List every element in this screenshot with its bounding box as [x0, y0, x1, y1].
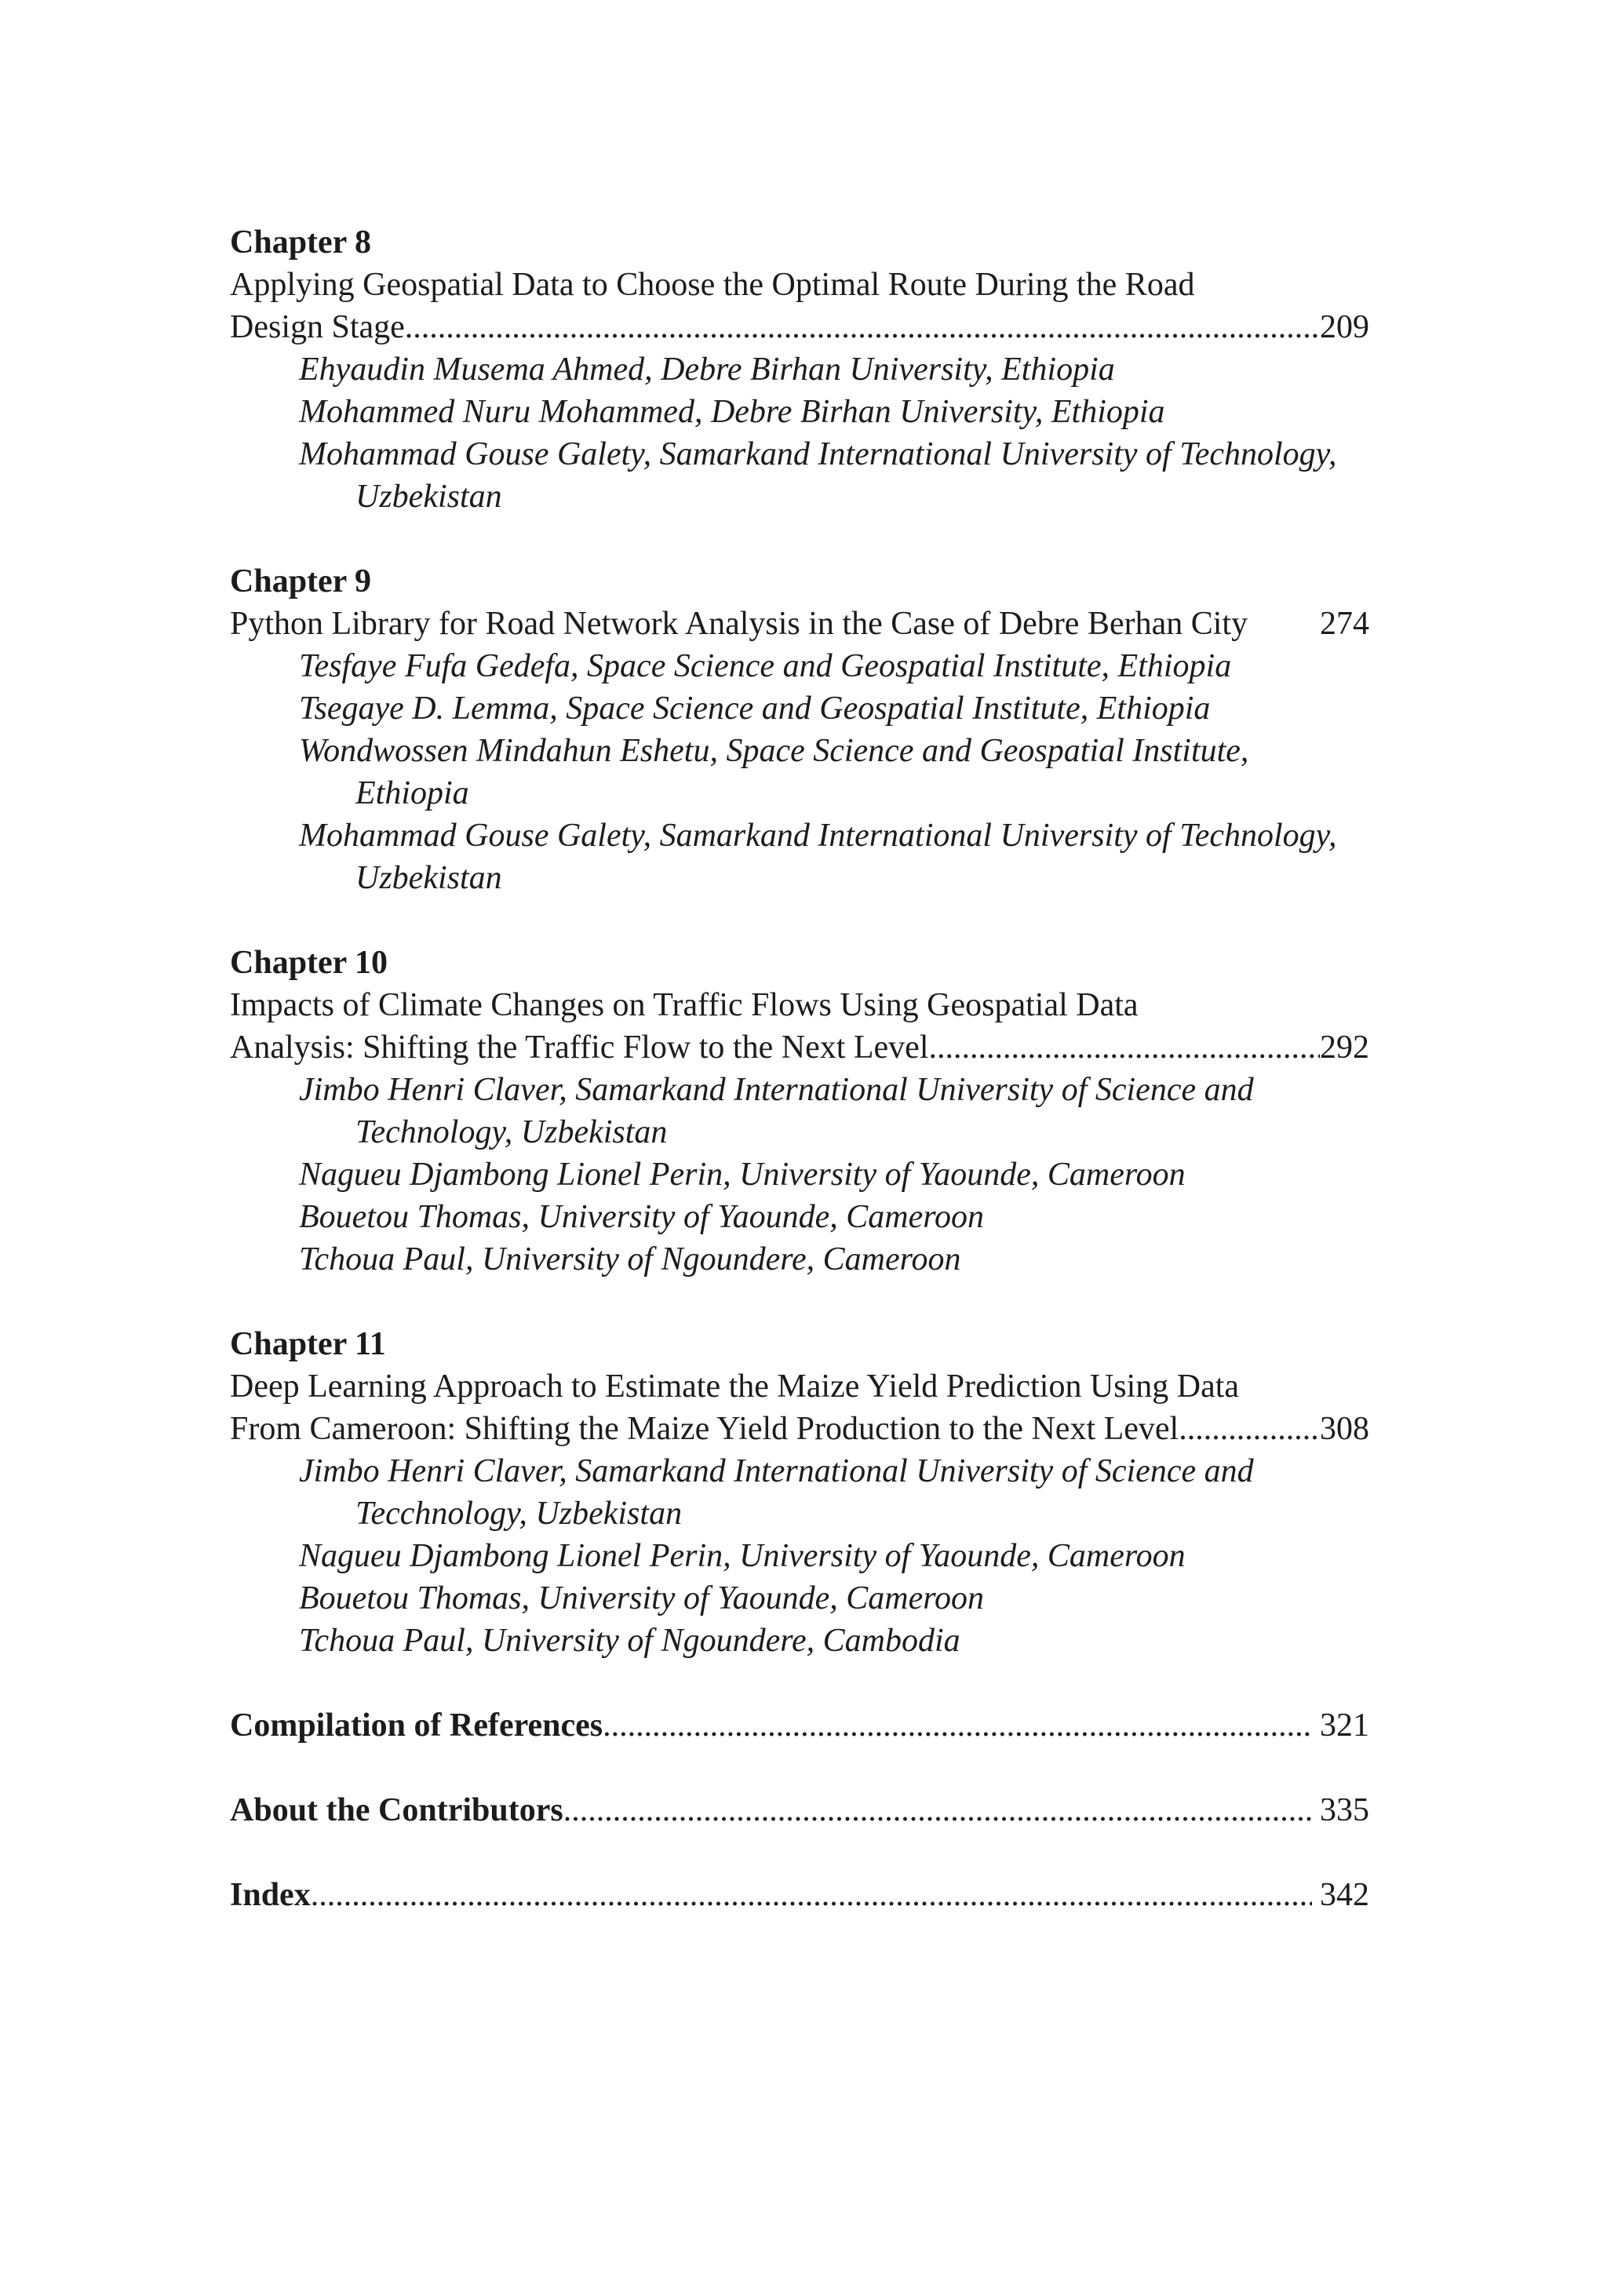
dot-leader: [1179, 1408, 1320, 1450]
toc-entry-index[interactable]: [230, 1874, 1369, 1916]
chapter-title-line[interactable]: Deep Learning Approach to Estimate the Maize Yield Prediction Using Data: [230, 1368, 1240, 1405]
dot-leader: [929, 1026, 1321, 1069]
back-matter: [230, 1704, 1369, 1916]
author-entry: Jimbo Henri Claver, Samarkand International University of Science and Tecchnology, Uzbekistan: [299, 1453, 1254, 1532]
page-number: 342: [1320, 1877, 1369, 1913]
entry-label: About the Contributors: [230, 1792, 563, 1828]
chapter-title-line[interactable]: Impacts of Climate Changes on Traffic Flows Using Geospatial Data: [230, 987, 1139, 1023]
author-entry: Bouetou Thomas, University of Yaounde, Cameroon: [299, 1199, 985, 1235]
dot-leader: [311, 1874, 1312, 1916]
toc-page: [230, 221, 1369, 1959]
chapter-title-line[interactable]: [230, 306, 1369, 348]
author-entry: Tchoua Paul, University of Ngoundere, Cambodia: [299, 1623, 960, 1659]
author-entry: Wondwossen Mindahun Eshetu, Space Science and Geospatial Institute, Ethiopia: [299, 733, 1249, 811]
chapter-title-line[interactable]: Applying Geospatial Data to Choose the Optimal Route During the Road: [230, 267, 1195, 303]
chapter-title-text: From Cameroon: Shifting the Maize Yield Production to the Next Level: [230, 1411, 1179, 1447]
author-list: [230, 1069, 1369, 1281]
toc-chapter: [230, 1323, 1369, 1662]
chapter-title-line[interactable]: [230, 603, 1369, 645]
toc-chapter: [230, 221, 1369, 518]
chapter-title-text: Design Stage: [230, 309, 405, 345]
author-entry: Ehyaudin Musema Ahmed, Debre Birhan University, Ethiopia: [299, 352, 1115, 388]
toc-chapter: [230, 942, 1369, 1281]
chapter-label: Chapter 11: [230, 1326, 386, 1362]
chapter-title-text: Analysis: Shifting the Traffic Flow to the Next Level: [230, 1030, 929, 1066]
page-number: 209: [1320, 309, 1369, 345]
author-entry: Bouetou Thomas, University of Yaounde, Cameroon: [299, 1580, 985, 1616]
page-number: 274: [1320, 606, 1369, 642]
toc-entry-contributors[interactable]: [230, 1789, 1369, 1831]
dot-leader: [405, 306, 1320, 348]
chapter-title-line[interactable]: [230, 1026, 1369, 1069]
author-entry: Nagueu Djambong Lionel Perin, University of Yaounde, Cameroon: [299, 1538, 1186, 1574]
entry-label: Compilation of References: [230, 1707, 603, 1744]
author-entry: Tsegaye D. Lemma, Space Science and Geospatial Institute, Ethiopia: [299, 691, 1211, 727]
author-entry: Mohammad Gouse Galety, Samarkand International University of Technology, Uzbekistan: [299, 818, 1337, 896]
dot-leader: [563, 1789, 1312, 1831]
author-entry: Tesfaye Fufa Gedefa, Space Science and Geospatial Institute, Ethiopia: [299, 648, 1232, 684]
chapter-title-line[interactable]: [230, 1408, 1369, 1450]
author-list: [230, 645, 1369, 899]
toc-entry-references[interactable]: [230, 1704, 1369, 1747]
author-entry: Tchoua Paul, University of Ngoundere, Cameroon: [299, 1241, 961, 1277]
author-entry: Nagueu Djambong Lionel Perin, University of Yaounde, Cameroon: [299, 1157, 1186, 1193]
page-number: 308: [1320, 1411, 1369, 1447]
dot-leader: [603, 1704, 1312, 1747]
page-number: 292: [1320, 1030, 1369, 1066]
page-number: 335: [1320, 1792, 1369, 1828]
chapter-label: Chapter 10: [230, 945, 388, 981]
chapter-title-text: Python Library for Road Network Analysis in the Case of Debre Berhan City: [230, 606, 1248, 642]
author-entry: Jimbo Henri Claver, Samarkand International University of Science and Technology, Uzbekistan: [299, 1072, 1254, 1150]
entry-label: Index: [230, 1877, 311, 1913]
page-number: 321: [1320, 1707, 1369, 1744]
chapter-label: Chapter 9: [230, 563, 372, 600]
author-entry: Mohammed Nuru Mohammed, Debre Birhan University, Ethiopia: [299, 394, 1165, 430]
toc-chapter: [230, 560, 1369, 899]
chapter-label: Chapter 8: [230, 224, 372, 261]
author-list: [230, 1450, 1369, 1662]
author-list: [230, 348, 1369, 518]
author-entry: Mohammad Gouse Galety, Samarkand International University of Technology, Uzbekistan: [299, 436, 1337, 515]
